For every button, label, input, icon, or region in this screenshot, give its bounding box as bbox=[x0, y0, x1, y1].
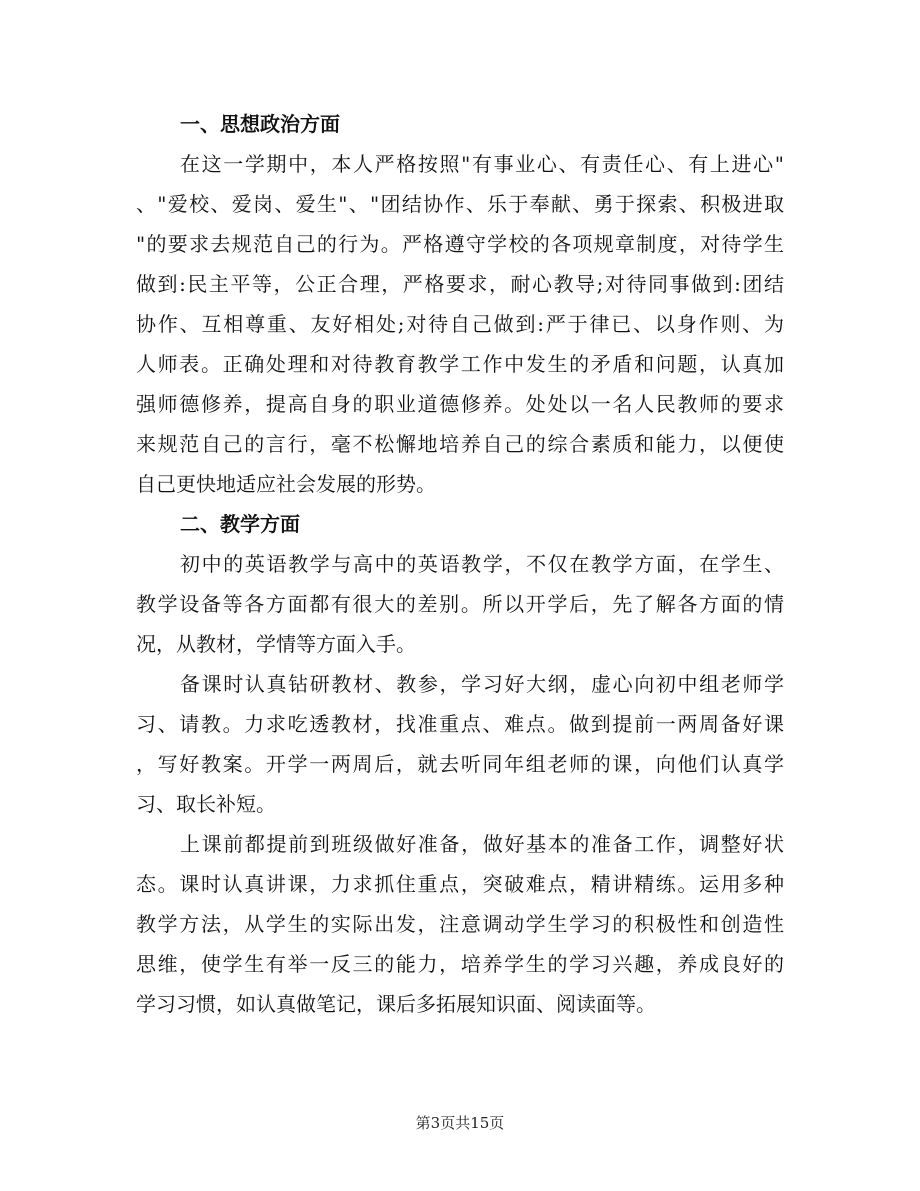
text-line: 、"爱校、爱岗、爱生"、"团结协作、乐于奉献、勇于探索、积极进取 bbox=[136, 192, 784, 216]
text-line: "的要求去规范自己的行为。严格遵守学校的各项规章制度，对待学生 bbox=[136, 232, 784, 256]
page-number: 第3页共15页 bbox=[415, 1114, 505, 1132]
text-line: 来规范自己的言行，毫不松懈地培养自己的综合素质和能力，以便使 bbox=[136, 432, 784, 456]
document-body bbox=[136, 104, 784, 1024]
text-line: 教学设备等各方面都有很大的差别。所以开学后，先了解各方面的情 bbox=[136, 592, 784, 616]
text-line: 学习习惯，如认真做笔记，课后多拓展知识面、阅读面等。 bbox=[136, 992, 656, 1016]
text-line: 强师德修养，提高自身的职业道德修养。处处以一名人民教师的要求 bbox=[136, 392, 784, 416]
text-line: 协作、互相尊重、友好相处;对待自己做到:严于律已、以身作则、为 bbox=[136, 312, 784, 336]
text-line: 态。课时认真讲课，力求抓住重点，突破难点，精讲精练。运用多种 bbox=[136, 872, 784, 896]
text-line: 在这一学期中，本人严格按照"有事业心、有责任心、有上进心" bbox=[180, 152, 784, 176]
text-line: 上课前都提前到班级做好准备，做好基本的准备工作，调整好状 bbox=[180, 832, 784, 856]
paragraph bbox=[136, 144, 784, 504]
text-line: 教学方法，从学生的实际出发，注意调动学生学习的积极性和创造性 bbox=[136, 912, 784, 936]
section-teaching bbox=[136, 504, 784, 1024]
text-line: 思维，使学生有举一反三的能力，培养学生的学习兴趣，养成良好的 bbox=[136, 952, 784, 976]
paragraph bbox=[136, 824, 784, 1024]
text-line: 初中的英语教学与高中的英语教学，不仅在教学方面，在学生、 bbox=[180, 552, 784, 576]
text-line: ，写好教案。开学一两周后，就去听同年组老师的课，向他们认真学 bbox=[136, 752, 784, 776]
text-line: 习、取长补短。 bbox=[136, 792, 276, 816]
text-line: 况，从教材，学情等方面入手。 bbox=[136, 632, 416, 656]
section-heading: 二、教学方面 bbox=[180, 512, 300, 536]
section-heading: 一、思想政治方面 bbox=[180, 112, 340, 136]
text-line: 备课时认真钻研教材、教参，学习好大纲，虚心向初中组老师学 bbox=[180, 672, 784, 696]
paragraph bbox=[136, 664, 784, 824]
paragraph bbox=[136, 544, 784, 664]
text-line: 习、请教。力求吃透教材，找准重点、难点。做到提前一两周备好课 bbox=[136, 712, 784, 736]
text-line: 做到:民主平等，公正合理，严格要求，耐心教导;对待同事做到:团结 bbox=[136, 272, 784, 296]
text-line: 人师表。正确处理和对待教育教学工作中发生的矛盾和问题，认真加 bbox=[136, 352, 784, 376]
section-political bbox=[136, 104, 784, 504]
text-line: 自己更快地适应社会发展的形势。 bbox=[136, 472, 436, 496]
